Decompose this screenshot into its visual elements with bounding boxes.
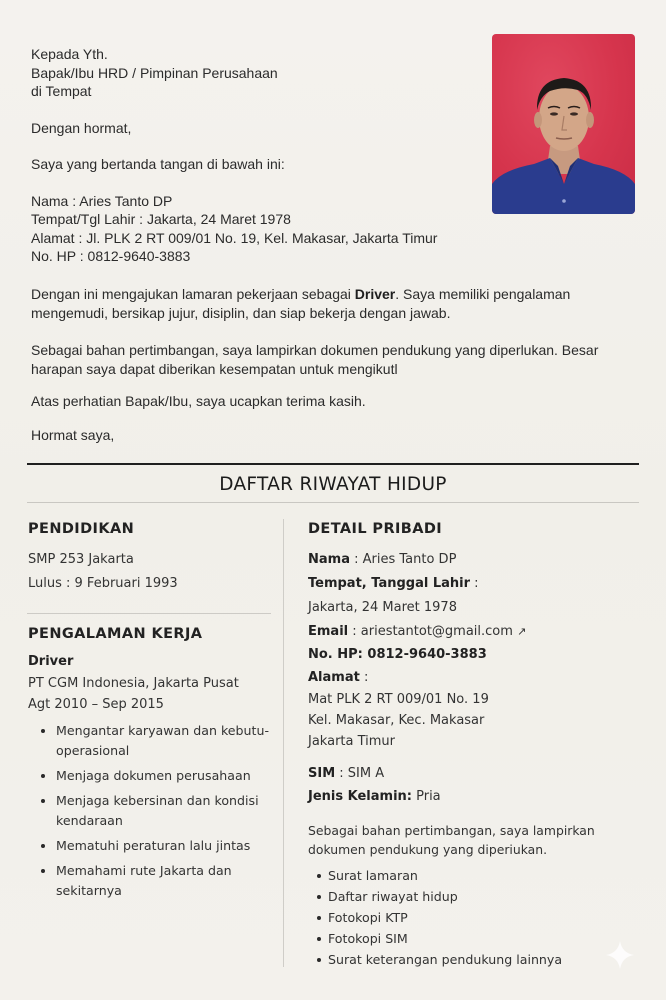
identity-hp: No. HP : 0812-9640-3883 [31, 248, 191, 264]
recipient-line: Bapak/Ibu HRD / Pimpinan Perusahaan [31, 64, 278, 81]
bullet-icon [317, 916, 321, 920]
sparkle-icon [604, 939, 636, 971]
section-divider [27, 613, 271, 614]
bullet-icon [41, 774, 45, 778]
list-item: Mengantar karyawan dan kebutu- operasional [56, 721, 281, 761]
portrait-icon [492, 34, 635, 214]
applicant-photo [492, 34, 635, 214]
position-name: Driver [354, 286, 396, 302]
heading-pendidikan: PENDIDIKAN [28, 521, 135, 537]
intro-text: Saya yang bertanda tangan di bawah ini: [31, 156, 285, 172]
attachments-intro: Sebagai bahan pertimbangan, saya lampirkan dokumen pendukung yang diperiukan. [308, 823, 595, 857]
external-link-icon[interactable]: ↗ [517, 625, 527, 638]
thanks-text: Atas perhatian Bapak/Ibu, saya ucapkan terima kasih. [31, 393, 366, 409]
list-item: Memahami rute Jakarta dan sekitarnya [56, 861, 281, 901]
list-item: Surat keterangan pendukung lainnya [328, 949, 648, 970]
detail-hp: No. HP: 0812-9640-3883 [308, 647, 487, 662]
detail-gender: Jenis Kelamin: Pria [308, 789, 441, 804]
heading-pengalaman: PENGALAMAN KERJA [28, 626, 203, 642]
identity-alamat: Alamat : Jl. PLK 2 RT 009/01 No. 19, Kel. Makasar, Jakarta Timur [31, 229, 438, 246]
job-company: PT CGM Indonesia, Jakarta Pusat [28, 676, 239, 691]
bullet-icon [317, 937, 321, 941]
detail-ttl-label: Tempat, Tanggal Lahir : [308, 576, 479, 591]
detail-alamat-line: Jakarta Timur [308, 734, 396, 749]
list-item: Menjaga kebersinan dan kondisi kendaraan [56, 791, 281, 831]
identity-ttl: Tempat/Tgl Lahir : Jakarta, 24 Maret 1978 [31, 211, 291, 227]
list-item: Fotokopi KTP [328, 907, 648, 928]
job-role: Driver [28, 654, 74, 669]
list-item: Daftar riwayat hidup [328, 886, 648, 907]
bullet-icon [41, 844, 45, 848]
bullet-icon [317, 895, 321, 899]
identity-nama: Nama : Aries Tanto DP [31, 192, 173, 209]
bullet-icon [41, 869, 45, 873]
detail-email: Email : ariestantot@gmail.com ↗ [308, 624, 527, 639]
detail-nama: Nama : Aries Tanto DP [308, 552, 457, 567]
cv-title: DAFTAR RIWAYAT HIDUP [219, 474, 447, 495]
closing-text: Hormat saya, [31, 427, 115, 443]
list-item: Fotokopi SIM [328, 928, 648, 949]
bullet-icon [317, 874, 321, 878]
list-item: Mematuhi peraturan lalu jintas [56, 836, 281, 856]
consideration-paragraph: Sebagai bahan pertimbangan, saya lampirkan dokumen pendukung yang diperlukan. Besar harapan saya dapat diberikan kesempatan untuk mengikutl [31, 342, 599, 377]
list-item: Surat lamaran [328, 865, 648, 886]
heading-detail-pribadi: DETAIL PRIBADI [308, 521, 443, 537]
list-item: Menjaga dokumen perusahaan [56, 766, 281, 786]
detail-alamat-label: Alamat : [308, 670, 369, 685]
school-name: SMP 253 Jakarta [28, 552, 134, 567]
application-paragraph: Dengan ini mengajukan lamaran pekerjaan sebagai Driver. Saya memiliki pengalaman mengemudi, bersikap jujur, disiplin, dan siap bekerja dengan jawab. [31, 286, 571, 321]
bullet-icon [317, 958, 321, 962]
divider-thick [27, 463, 639, 465]
email-link[interactable]: : ariestantot@gmail.com [348, 624, 513, 639]
detail-sim: SIM : SIM A [308, 766, 385, 781]
job-duties-list [56, 721, 281, 906]
recipient-line: di Tempat [31, 83, 92, 99]
column-divider [283, 519, 284, 967]
detail-alamat-line: Kel. Makasar, Kec. Makasar [308, 713, 485, 728]
recipient-line: Kepada Yth. [31, 46, 108, 62]
letter-header [31, 45, 481, 266]
divider-thin [27, 502, 639, 503]
detail-ttl-value: Jakarta, 24 Maret 1978 [308, 600, 457, 615]
salutation: Dengan hormat, [31, 119, 132, 136]
bullet-icon [41, 799, 45, 803]
bullet-icon [41, 729, 45, 733]
graduation-date: Lulus : 9 Februari 1993 [28, 576, 178, 591]
attachments-list [328, 865, 648, 970]
job-period: Agt 2010 – Sep 2015 [28, 697, 164, 712]
detail-alamat-line: Mat PLK 2 RT 009/01 No. 19 [308, 692, 489, 707]
